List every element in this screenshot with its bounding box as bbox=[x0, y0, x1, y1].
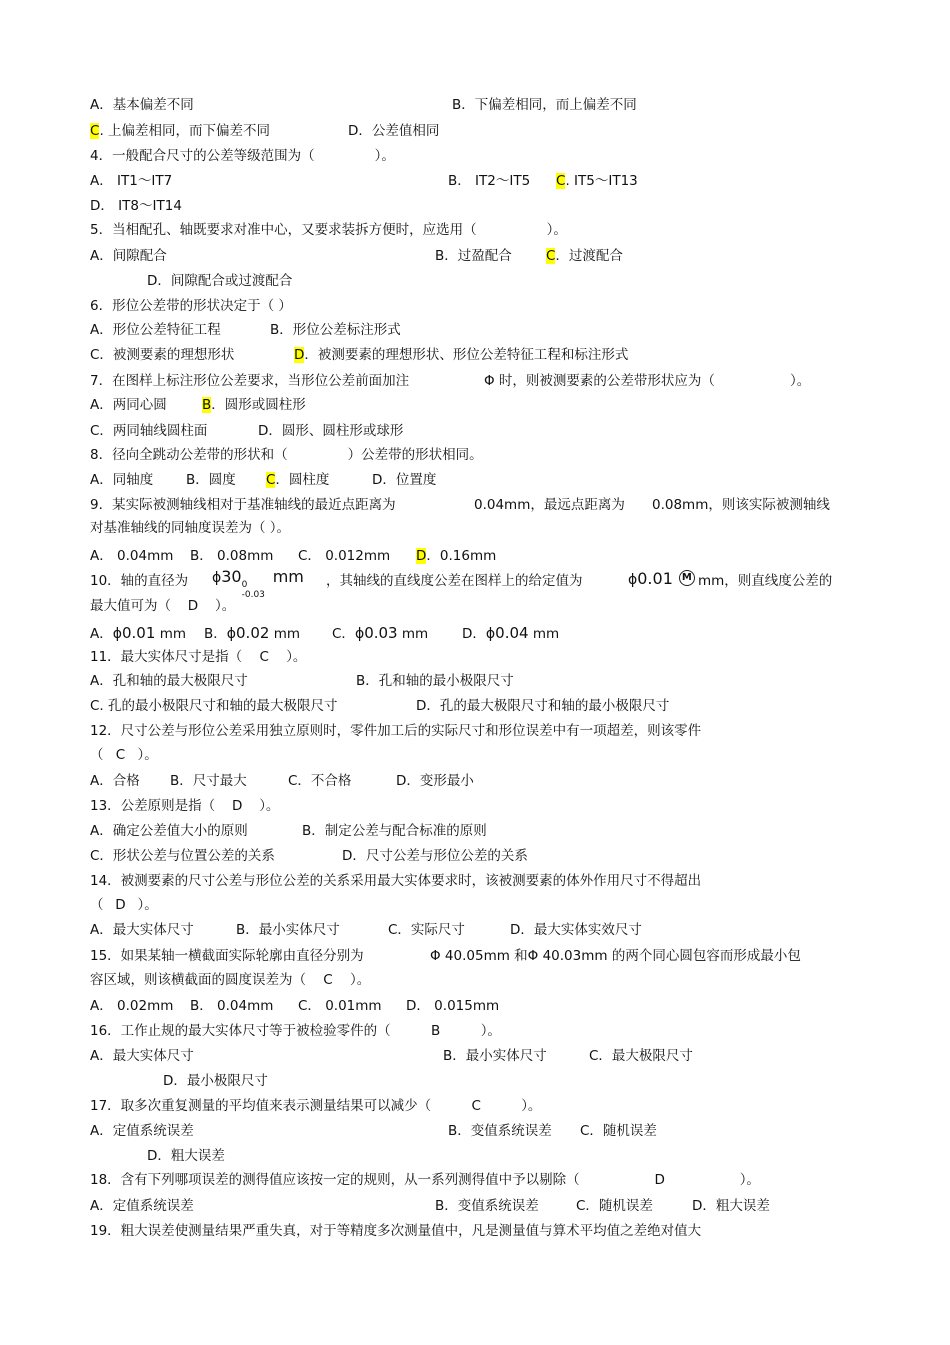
q18-option-a: A．定值系统误差 bbox=[90, 1198, 194, 1214]
q7-answer-highlight: B bbox=[202, 397, 212, 413]
q18-stem: 18．含有下列哪项误差的测得值应该按一定的规则，从一系列测得值中予以剔除（ D ）。 bbox=[90, 1172, 760, 1188]
q7-option-c: C．两同轴线圆柱面 bbox=[90, 423, 208, 439]
q7-option-d: D．圆形、圆柱形或球形 bbox=[258, 423, 404, 439]
q14-stem: 14．被测要素的尺寸公差与形位公差的关系采用最大实体要求时，该被测要素的体外作用尺寸不得超出 bbox=[90, 873, 702, 889]
q14-option-d: D．最大实体实效尺寸 bbox=[510, 922, 642, 938]
q5-answer-highlight: C bbox=[546, 248, 556, 264]
q14-stem-line2: （ D ）。 bbox=[90, 897, 158, 913]
q9-option-c: C． 0.012mm bbox=[298, 548, 391, 564]
q8-answer-highlight: C bbox=[266, 472, 276, 488]
q15-answer: C bbox=[323, 972, 333, 988]
q3-option-b: B．下偏差相同，而上偏差不同 bbox=[452, 97, 637, 113]
q8-option-d: D．位置度 bbox=[372, 472, 437, 488]
q3-option-c: C. 上偏差相同，而下偏差不同 bbox=[90, 123, 271, 139]
q13-option-d: D．尺寸公差与形位公差的关系 bbox=[342, 848, 528, 864]
q12-stem: 12．尺寸公差与形位公差采用独立原则时，零件加工后的实际尺寸和形位误差中有一项超差，则该零件 bbox=[90, 723, 702, 739]
q6-option-c: C．被测要素的理想形状 bbox=[90, 347, 235, 363]
q5-stem: 5．当相配孔、轴既要求对准中心，又要求装拆方便时，应选用（ ）。 bbox=[90, 222, 567, 238]
q14-option-a: A．最大实体尺寸 bbox=[90, 922, 194, 938]
q6-option-d: D．被测要素的理想形状、形位公差特征工程和标注形式 bbox=[294, 347, 629, 363]
q12-option-d: D．变形最小 bbox=[396, 773, 474, 789]
q8-stem: 8．径向全跳动公差带的形状和（ ）公差带的形状相同。 bbox=[90, 447, 483, 463]
q10-stem-line2: 最大值可为（ D ）。 bbox=[90, 598, 236, 614]
q4-option-c: C. IT5～IT13 bbox=[556, 173, 638, 189]
q9-option-b: B． 0.08mm bbox=[190, 548, 274, 564]
q5-option-a: A．间隙配合 bbox=[90, 248, 167, 264]
q14-answer: D bbox=[115, 897, 126, 913]
q19-stem: 19．粗大误差使测量结果严重失真，对于等精度多次测量值中，凡是测量值与算术平均值之差绝对值大 bbox=[90, 1223, 702, 1239]
q4-option-b: B． IT2～IT5 bbox=[448, 173, 531, 189]
q18-option-c: C．随机误差 bbox=[576, 1198, 653, 1214]
q18-option-d: D．粗大误差 bbox=[692, 1198, 770, 1214]
q10-tolerance: ϕ0.01 M bbox=[628, 570, 695, 589]
q9-option-a: A． 0.04mm bbox=[90, 548, 174, 564]
q9-answer-highlight: D bbox=[416, 548, 427, 564]
q7-option-b: B．圆形或圆柱形 bbox=[202, 397, 306, 413]
q4-option-d: D． IT8～IT14 bbox=[90, 198, 182, 214]
q11-option-d: D．孔的最大极限尺寸和轴的最小极限尺寸 bbox=[416, 698, 670, 714]
q6-option-a: A．形位公差特征工程 bbox=[90, 322, 221, 338]
q17-option-b: B．变值系统误差 bbox=[448, 1123, 552, 1139]
q11-stem: 11．最大实体尺寸是指（ C ）。 bbox=[90, 649, 307, 665]
q17-stem: 17．取多次重复测量的平均值来表示测量结果可以减少（ C ）。 bbox=[90, 1098, 542, 1114]
q9-option-d: D．0.16mm bbox=[416, 548, 497, 564]
q8-option-a: A．同轴度 bbox=[90, 472, 154, 488]
q4-option-a: A． IT1～IT7 bbox=[90, 173, 173, 189]
q9-stem-line2: 对基准轴线的同轴度误差为（ ）。 bbox=[90, 520, 291, 536]
q16-stem: 16．工作止规的最大实体尺寸等于被检验零件的（ B ）。 bbox=[90, 1023, 501, 1039]
q5-option-c: C．过渡配合 bbox=[546, 248, 623, 264]
document-page: A．基本偏差不同 B．下偏差相同，而上偏差不同 C. 上偏差相同，而下偏差不同 D．公差值相同 4．一般配合尺寸的公差等级范围为（ ）。 A． IT1～IT7 B． IT2～IT5 C. IT5～IT13 D． IT8～IT14 5．当相配孔、轴既要求对准中心，又要求装拆方便时，应选用（ ）。 A．间隙配合 B．过盈配合 C．过渡配合 D．间隙配合或过渡配合 6．形位公差带的形状决定于（ ） A．形位公差特征工程 B．形位公差标注形式 C．被测要素的理想形状 D．被测要素的理想形状、形位公差特征工程和标注形式 7．在图样上标注形位公差要求，当形位公差前面加注 Φ 时，则被测要素的公差带形状应为（ ）。 A．两同心圆 B．圆形或圆柱形 C．两同轴线圆柱面 D．圆形、圆柱形或球形 8．径向全跳动公差带的形状和（ ）公差带的形状相同。 A．同轴度 B．圆度 C．圆柱度 D．位置度 9．某实际被测轴线相对于基准轴线的最近点距离为 0.04mm，最远点距离为 0.08mm，则该实际被测轴线 对基准轴线的同轴度误差为（ ）。 A． 0.04mm B． 0.08mm C． 0.012mm D．0.16mm 10．轴的直径为 ϕ30 0 -0.03 mm ，其轴线的直线度公差在图样上的给定值为 ϕ0.01 M mm，则直线度公差的 最大值可为（ D ）。 A．ϕ0.01 mm B．ϕ0.02 mm C．ϕ0.03 mm D．ϕ0.04 mm 11．最大实体尺寸是指（ C ）。 A．孔和轴的最大极限尺寸 B．孔和轴的最小极限尺寸 C. 孔的最小极限尺寸和轴的最大极限尺寸 D．孔的最大极限尺寸和轴的最小极限尺寸 12．尺寸公差与形位公差采用独立原则时，零件加工后的实际尺寸和形位误差中有一项超差，则该零件 （ C ）。 A．合格 B．尺寸最大 C．不合格 D．变形最小 13．公差原则是指（ D ）。 A．确定公差值大小的原则 B．制定公差与配合标准的原则 C．形状公差与位置公差的关系 D．尺寸公差与形位公差的关系 14．被测要素的尺寸公差与形位公差的关系采用最大实体要求时，该被测要素的体外作用尺寸不得超出 （ D ）。 A．最大实体尺寸 B．最小实体尺寸 C．实际尺寸 D．最大实体实效尺寸 15．如果某轴一横截面实际轮廓由直径分别为 Φ 40.05mm 和Φ 40.03mm 的两个同心圆包容而形成最小包 容区域，则该横截面的圆度误差为（ C ）。 A． 0.02mm B． 0.04mm C． 0.01mm D． 0.015mm 16．工作止规的最大实体尺寸等于被检验零件的（ B ）。 A．最大实体尺寸 B．最小实体尺寸 C．最大极限尺寸 D．最小极限尺寸 17．取多次重复测量的平均值来表示测量结果可以减少（ C ）。 A．定值系统误差 B．变值系统误差 C．随机误差 D．粗大误差 18．含有下列哪项误差的测得值应该按一定的规则，从一系列测得值中予以剔除（ D ）。 A．定值系统误差 B．变值系统误差 C．随机误差 D．粗大误差 19．粗大误差使测量结果严重失真，对于等精度多次测量值中，凡是测量值与算术平均值之差绝对值大 bbox=[90, 97, 833, 1239]
q10-option-d: D．ϕ0.04 mm bbox=[462, 624, 560, 642]
q11-option-b: B．孔和轴的最小极限尺寸 bbox=[356, 673, 514, 689]
q5-option-d: D．间隙配合或过渡配合 bbox=[147, 273, 293, 289]
q13-option-c: C．形状公差与位置公差的关系 bbox=[90, 848, 275, 864]
q14-option-c: C．实际尺寸 bbox=[388, 922, 465, 938]
q3-answer-highlight: C bbox=[90, 123, 100, 139]
q8-option-c: C．圆柱度 bbox=[266, 472, 330, 488]
q16-option-d: D．最小极限尺寸 bbox=[163, 1073, 268, 1089]
q15-stem-line2: 容区域，则该横截面的圆度误差为（ C ）。 bbox=[90, 972, 371, 988]
q15-option-d: D． 0.015mm bbox=[406, 998, 500, 1014]
q16-answer: B bbox=[431, 1023, 441, 1039]
q4-answer-highlight: C bbox=[556, 173, 566, 189]
q4-stem: 4．一般配合尺寸的公差等级范围为（ ）。 bbox=[90, 148, 395, 164]
q13-option-a: A．确定公差值大小的原则 bbox=[90, 823, 248, 839]
q6-option-b: B．形位公差标注形式 bbox=[270, 322, 401, 338]
q17-answer: C bbox=[471, 1098, 481, 1114]
q16-option-a: A．最大实体尺寸 bbox=[90, 1048, 194, 1064]
q17-option-d: D．粗大误差 bbox=[147, 1148, 225, 1164]
q7-option-a: A．两同心圆 bbox=[90, 397, 167, 413]
q11-option-a: A．孔和轴的最大极限尺寸 bbox=[90, 673, 248, 689]
q15-option-c: C． 0.01mm bbox=[298, 998, 382, 1014]
q13-answer: D bbox=[231, 798, 243, 814]
q13-option-b: B．制定公差与配合标准的原则 bbox=[302, 823, 487, 839]
q16-option-b: B．最小实体尺寸 bbox=[443, 1048, 547, 1064]
q12-answer: C bbox=[115, 747, 126, 763]
q6-answer-highlight: D bbox=[294, 347, 305, 363]
q15-option-a: A． 0.02mm bbox=[90, 998, 174, 1014]
q17-option-a: A．定值系统误差 bbox=[90, 1123, 194, 1139]
q18-option-b: B．变值系统误差 bbox=[435, 1198, 539, 1214]
q10-option-b: B．ϕ0.02 mm bbox=[204, 624, 301, 642]
q10-option-a: A．ϕ0.01 mm bbox=[90, 624, 186, 642]
q11-option-c: C. 孔的最小极限尺寸和轴的最大极限尺寸 bbox=[90, 698, 338, 714]
q3-option-a: A．基本偏差不同 bbox=[90, 97, 194, 113]
q18-answer: D bbox=[654, 1172, 665, 1188]
q13-stem: 13．公差原则是指（ D ）。 bbox=[90, 798, 280, 814]
q12-stem-line2: （ C ）。 bbox=[90, 747, 158, 763]
q6-stem: 6．形位公差带的形状决定于（ ） bbox=[90, 298, 292, 314]
q10-option-c: C．ϕ0.03 mm bbox=[332, 624, 429, 642]
q10-answer: D bbox=[187, 598, 199, 614]
q8-option-b: B．圆度 bbox=[186, 472, 236, 488]
q15-option-b: B． 0.04mm bbox=[190, 998, 274, 1014]
max-material-m-icon: M bbox=[679, 570, 695, 586]
q5-option-b: B．过盈配合 bbox=[435, 248, 512, 264]
q10-diameter: ϕ30 0 -0.03 mm bbox=[212, 567, 304, 600]
q16-option-c: C．最大极限尺寸 bbox=[589, 1048, 693, 1064]
q12-option-c: C．不合格 bbox=[288, 773, 352, 789]
q12-option-a: A．合格 bbox=[90, 773, 140, 789]
q11-answer: C bbox=[259, 649, 269, 665]
q3-option-d: D．公差值相同 bbox=[348, 123, 440, 139]
q12-option-b: B．尺寸最大 bbox=[170, 773, 247, 789]
q17-option-c: C．随机误差 bbox=[580, 1123, 657, 1139]
q14-option-b: B．最小实体尺寸 bbox=[236, 922, 340, 938]
